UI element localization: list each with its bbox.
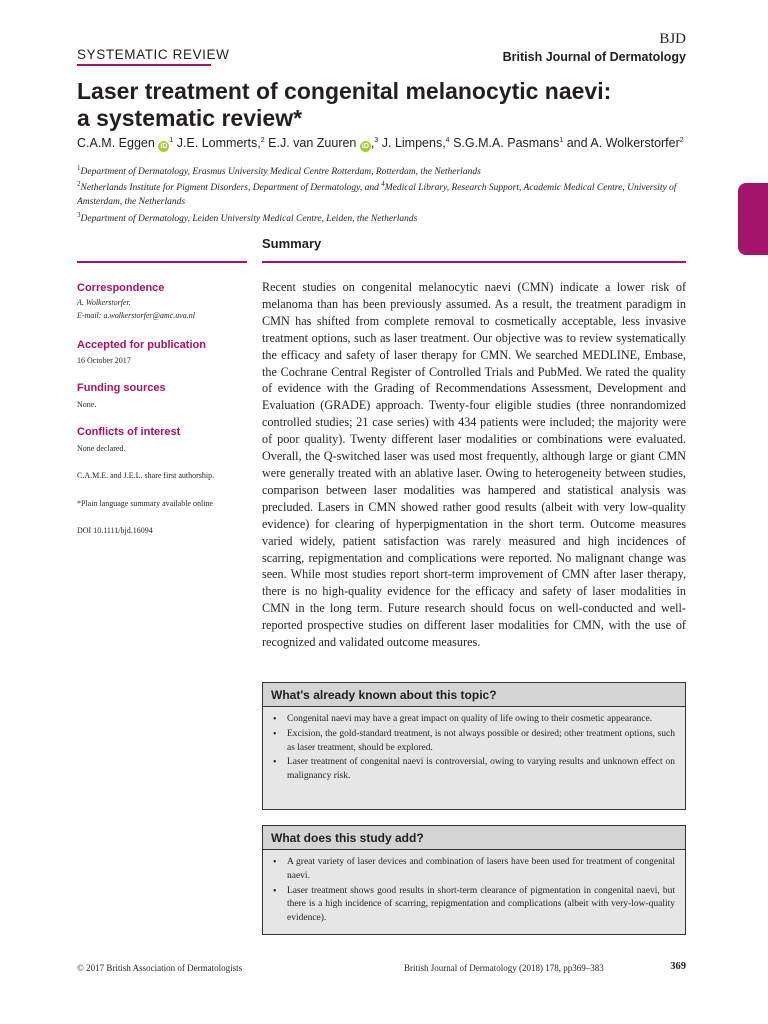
- authorship-note: C.A.M.E. and J.E.L. share first authorship.: [77, 471, 215, 480]
- list-item: • Laser treatment of congenital naevi is controversial, owing to varying results and unknown effect on malignancy risk.: [287, 756, 675, 784]
- author-list: C.A.M. Eggen $iD^1$ J.E. Lommerts,$^2$ E.J. van Zuuren iD ,$^3$ J. Limpens,$^4$ S.G.M.A. Pasmans$^1$ and A. Wolkerstorfer$^2$: [77, 136, 684, 150]
- accepted-date: 16 October 2017: [77, 356, 131, 365]
- affiliation-2: [77, 177, 697, 209]
- adds-box-list: [263, 850, 685, 931]
- known-box-list: [263, 707, 685, 789]
- list-item: • A great variety of laser devices and combination of lasers have been used for treatment of congenital naevi.: [287, 856, 675, 884]
- author-name[interactable]: E.J. van Zuuren: [268, 136, 357, 150]
- author-affiliation-sup: 3: [374, 136, 379, 144]
- title-line-1: Laser treatment of congenital melanocytic naevi:: [77, 78, 612, 104]
- author-affiliation-sup: 1: [559, 136, 564, 144]
- conflicts-text: None declared.: [77, 444, 126, 453]
- footer-journal-ref: British Journal of Dermatology (2018) 178, pp369–383: [404, 963, 604, 973]
- known-about-topic-box: [262, 682, 686, 810]
- author-name[interactable]: S.G.M.A. Pasmans: [453, 136, 560, 150]
- orcid-icon[interactable]: iD: [160, 143, 168, 150]
- study-adds-box: [262, 825, 686, 935]
- affiliation-text: Medical Library, Research Support, Academic Medical Centre, University of: [384, 183, 677, 194]
- author-affiliation-sup: 2: [260, 136, 265, 144]
- funding-text: None.: [77, 400, 97, 409]
- author-name[interactable]: A. Wolkerstorfer: [590, 136, 680, 150]
- correspondence-name: A. Wolkerstorfer.: [77, 298, 131, 307]
- author-name[interactable]: J. Limpens,: [381, 136, 446, 150]
- author-affiliation-sup: 1: [169, 136, 174, 144]
- article-title: [77, 78, 697, 132]
- sidebar-rule: [77, 261, 247, 263]
- list-item: • Congenital naevi may have a great impact on quality of life owing to their cosmetic appearance.: [287, 713, 675, 727]
- title-line-2: a systematic review*: [77, 105, 303, 131]
- adds-box-title: What does this study add?: [263, 826, 685, 850]
- page-number: 369: [670, 961, 686, 972]
- authors-and: and: [566, 136, 588, 150]
- summary-text: Recent studies on congenital melanocytic naevi (CMN) indicate a lower risk of melanoma than has been previously assumed. As a result, the treatment paradigm in CMN has shifted from complete removal to cosmetically acceptable, less invasive treatment options, such as laser treatment. Our objective was to review systematically the efficacy and safety of laser therapy for CMN. We searched MEDLINE, Embase, the Cochrane Central Register of Controlled Trials and PubMed. We rated the quality of evidence with the Grading of Recommendations Assessment, Development and Evaluation (GRADE) approach. Twenty-four eligible studies (three nonrandomized controlled studies; 21 case series) with 434 patients were included; the majority were of poor quality). Twenty different laser modalities or combinations were evaluated. Overall, the Q-switched laser was used most frequently, although large or giant CMN were generally treated with an ablative laser. Owing to heterogeneity between studies, comparison between laser modalities was hampered and statistical analysis was precluded. Lasers in CMN showed rather good results (albeit with very low-quality evidence) for clearing of hyperpigmentation in the short term. Outcome measures varied widely, patient satisfaction was rarely measured and high incidences of scarring, repigmentation and complications were reported. No malignant change was seen. While most studies report short-term improvement of CMN after laser therapy, there is no high-quality evidence for the efficacy and safety of laser modalities in CMN in the long term. Future research should focus on well-conducted and well-reported prospective studies on different laser modalities for CMN, with the use of recognized and validated outcome measures.: [262, 280, 686, 650]
- affiliation-text: Department of Dermatology, Erasmus University Medical Centre Rotterdam, Rotterdam, the Netherlands: [80, 167, 481, 178]
- affiliation-number: 1: [77, 164, 81, 172]
- correspondence-heading: Correspondence: [77, 282, 165, 294]
- affiliation-text: Amsterdam, the Netherlands: [77, 197, 186, 208]
- affiliation-number: 3: [77, 211, 81, 219]
- list-item: • Laser treatment shows good results in short-term clearance of pigmentation in congenital naevi, but there is a high incidence of scarring, repigmentation and complications (albeit with very-low-quality evidence).: [287, 885, 675, 926]
- author-affiliation-sup: 2: [679, 136, 684, 144]
- correspondence-email[interactable]: E-mail: a.wolkerstorfer@amc.uva.nl: [77, 311, 196, 320]
- journal-abbrev: BJD: [659, 31, 686, 47]
- accepted-heading: Accepted for publication: [77, 339, 206, 351]
- section-label: SYSTEMATIC REVIEW: [77, 47, 230, 62]
- funding-heading: Funding sources: [77, 382, 166, 394]
- orcid-icon[interactable]: iD: [361, 143, 369, 150]
- plain-language-note: *Plain language summary available online: [77, 499, 213, 508]
- author-name[interactable]: C.A.M. Eggen: [77, 136, 155, 150]
- list-item: • Excision, the gold-standard treatment, is not always possible or desired; other treatment options, such as laser treatment, should be explored.: [287, 728, 675, 756]
- affiliation-number: 2: [77, 180, 81, 188]
- affiliation-3: [77, 208, 697, 226]
- footer-copyright: © 2017 British Association of Dermatologists: [77, 963, 243, 973]
- author-name[interactable]: J.E. Lommerts,: [176, 136, 261, 150]
- conflicts-heading: Conflicts of interest: [77, 426, 181, 438]
- section-side-tab: [738, 183, 768, 255]
- section-label-rule: [77, 64, 211, 66]
- affiliation-text: Netherlands Institute for Pigment Disorders, Department of Dermatology, and: [80, 183, 379, 194]
- summary-rule: [262, 261, 686, 263]
- affiliation-text: Department of Dermatology, Leiden University Medical Centre, Leiden, the Netherlands: [80, 214, 418, 225]
- doi[interactable]: DOI 10.1111/bjd.16094: [77, 526, 153, 535]
- author-affiliation-sup: 4: [445, 136, 450, 144]
- summary-heading: Summary: [262, 236, 322, 251]
- known-box-title: What's already known about this topic?: [263, 683, 685, 707]
- journal-name: British Journal of Dermatology: [502, 50, 686, 64]
- affiliation-number: 4: [381, 180, 385, 188]
